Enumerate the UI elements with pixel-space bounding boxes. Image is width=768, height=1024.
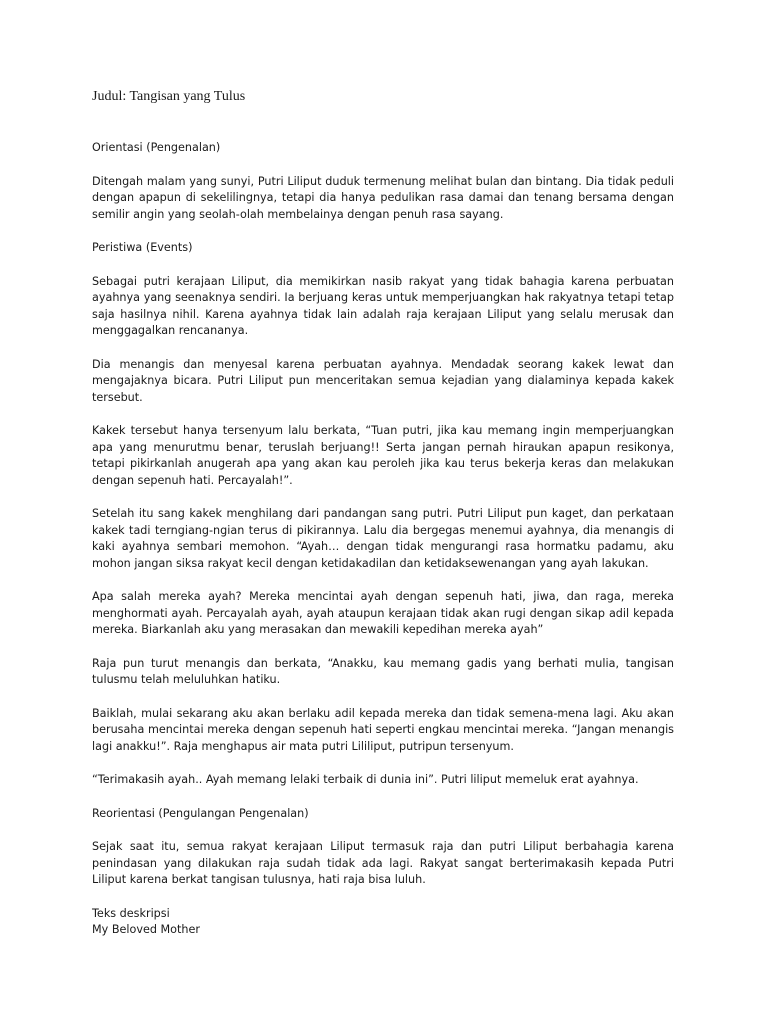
events-paragraph: Baiklah, mulai sekarang aku akan berlaku adil kepada mereka dan tidak semena-mena lagi. Aku akan berusaha mencintai mereka dengan sepenuh hati seperti engkau mencintai mereka. “Jangan menangis lagi anakku!”. Raja menghapus air mata putri Lililiput, putripun tersenyum.	[92, 706, 674, 753]
events-paragraph: Kakek tersebut hanya tersenyum lalu berkata, “Tuan putri, jika kau memang ingin memperjuangkan apa yang menurutmu benar, teruslah berjuang!! Serta jangan pernah hiraukan apapun resikonya, tetapi pikirkanlah anugerah apa yang akan kau peroleh jika kau terus bekerja keras dan melakukan dengan sepenuh hati. Percayalah!”.	[92, 424, 674, 487]
document-body	[92, 140, 674, 939]
events-paragraph: Sebagai putri kerajaan Liliput, dia memikirkan nasib rakyat yang tidak bahagia karena perbuatan ayahnya yang seenaknya sendiri. Ia berjuang keras untuk memperjuangkan hak rakyatnya tetapi tetap saja hasilnya nihil. Karena ayahnya tidak lain adalah raja kerajaan Liliput yang selalu merusak dan menggagalkan rencananya.	[92, 274, 674, 337]
events-paragraph: Raja pun turut menangis dan berkata, “Anakku, kau memang gadis yang berhati mulia, tangisan tulusmu telah meluluhkan hatiku.	[92, 656, 674, 686]
reorientation-heading: Reorientasi (Pengulangan Pengenalan)	[92, 806, 309, 820]
footer-line-text-type: Teks deskripsi	[92, 906, 170, 920]
events-paragraph: Setelah itu sang kakek menghilang dari pandangan sang putri. Putri Liliput pun kaget, dan perkataan kakek tadi terngiang-ngian terus di pikirannya. Lalu dia bergegas menemui ayahnya, dia menangis di kaki ayahnya sembari memohon. “Ayah… dengan tidak mengurangi rasa hormatku padamu, aku mohon jangan siksa rakyat kecil dengan ketidakadilan dan ketidaksewenangan yang ayah lakukan.	[92, 507, 674, 570]
orientation-heading: Orientasi (Pengenalan)	[92, 141, 221, 154]
events-paragraph: Dia menangis dan menyesal karena perbuatan ayahnya. Mendadak seorang kakek lewat dan mengajaknya bicara. Putri Liliput pun menceritakan semua kejadian yang dialaminya kepada kakek tersebut.	[92, 357, 674, 404]
orientation-paragraph: Ditengah malam yang sunyi, Putri Liliput duduk termenung melihat bulan dan bintang. Dia tidak peduli dengan apapun di sekelilingnya, tetapi dia hanya pedulikan rasa damai dan tenang bersama dengan semilir angin yang seolah-olah membelainya dengan penuh rasa sayang.	[92, 174, 674, 221]
events-paragraph: “Terimakasih ayah.. Ayah memang lelaki terbaik di dunia ini”. Putri liliput memeluk erat ayahnya.	[92, 773, 639, 786]
story-title: Judul: Tangisan yang Tulus	[92, 89, 246, 104]
events-paragraph: Apa salah mereka ayah? Mereka mencintai ayah dengan sepenuh hati, jiwa, dan raga, mereka menghormati ayah. Percayalah ayah, ayah ataupun kerajaan tidak akan rugi dengan sikap adil kepada mereka. Biarkanlah aku yang merasakan dan mewakili kepedihan mereka ayah”	[92, 590, 674, 636]
events-heading: Peristiwa (Events)	[92, 241, 193, 254]
footer-line-next-title: My Beloved Mother	[92, 923, 200, 936]
reorientation-paragraph: Sejak saat itu, semua rakyat kerajaan Liliput termasuk raja dan putri Liliput berbahagia karena penindasan yang dilakukan raja sudah tidak ada lagi. Rakyat sangat berterimakasih kepada Putri Liliput karena berkat tangisan tulusnya, hati raja bisa luluh.	[92, 840, 674, 886]
